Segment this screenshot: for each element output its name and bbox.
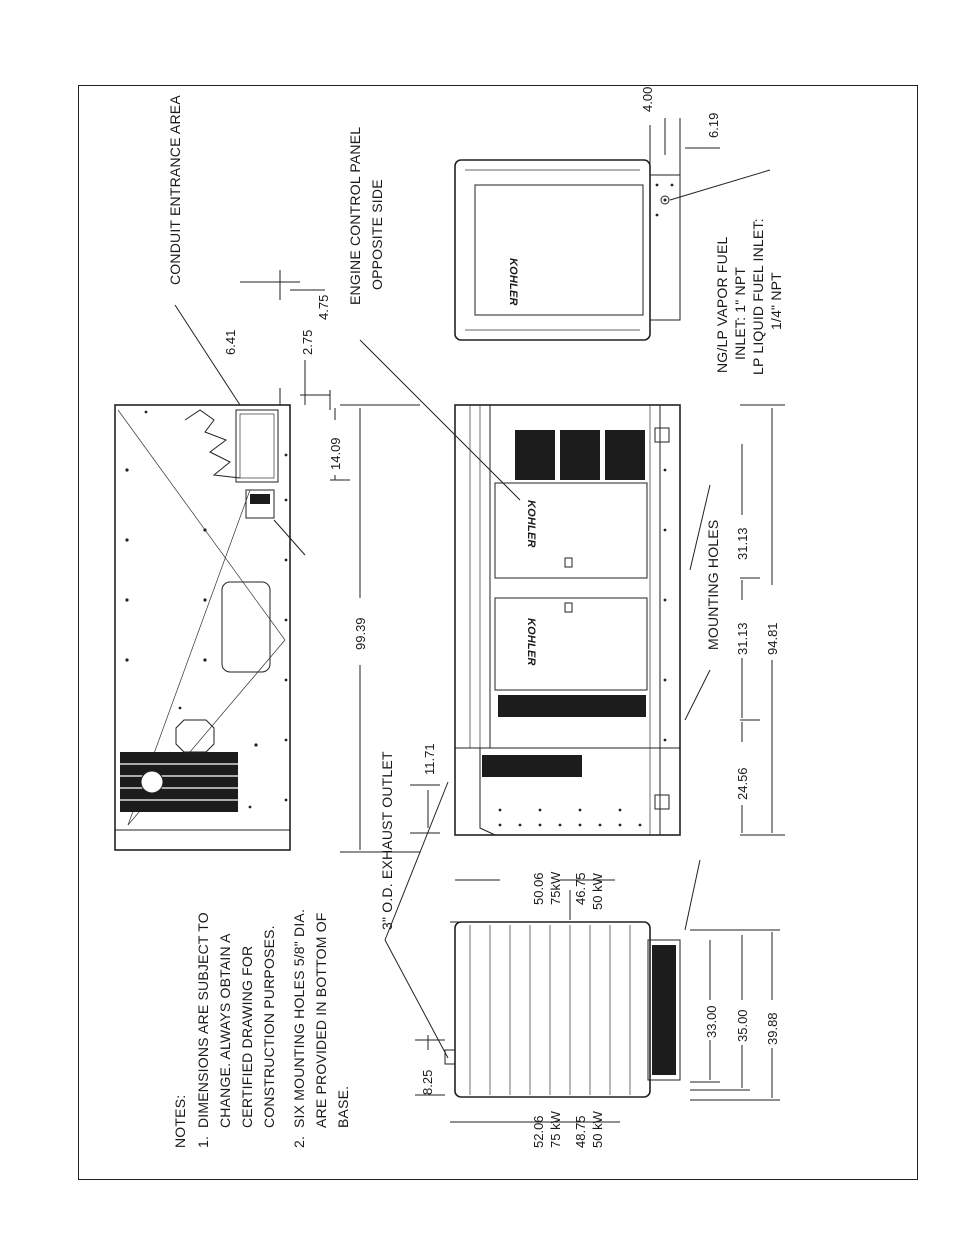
dim-50kw-side: 50 kW bbox=[590, 873, 605, 910]
dim-4-75: 4.75 bbox=[316, 294, 331, 320]
top-view bbox=[115, 405, 305, 850]
engine-panel-label-2: OPPOSITE SIDE bbox=[369, 179, 385, 290]
logo-side-2: KOHLER bbox=[525, 618, 537, 666]
fuel-label-3: LP LIQUID FUEL INLET: bbox=[750, 218, 766, 375]
dim-6-41: 6.41 bbox=[223, 329, 238, 355]
note-1-line-3: CERTIFIED DRAWING FOR bbox=[239, 945, 255, 1128]
side-view bbox=[455, 405, 680, 835]
note-1-number: 1. bbox=[195, 1135, 211, 1148]
dim-50-06: 50.06 bbox=[531, 872, 546, 905]
dim-75kw-end: 75 kW bbox=[548, 1111, 563, 1148]
logo-side-1: KOHLER bbox=[525, 500, 537, 548]
conduit-box bbox=[236, 410, 278, 482]
dim-6-19: 6.19 bbox=[706, 112, 721, 138]
dim-4-00: 4.00 bbox=[640, 86, 655, 112]
logo-end: KOHLER bbox=[507, 258, 519, 306]
end-view-bottom bbox=[445, 922, 680, 1097]
note-1-line-4: CONSTRUCTION PURPOSES. bbox=[261, 925, 277, 1128]
dim-2-75: 2.75 bbox=[300, 329, 315, 355]
dim-35-00: 35.00 bbox=[735, 1009, 750, 1042]
fuel-label-2: INLET: 1" NPT bbox=[732, 266, 748, 360]
dim-11-71: 11.71 bbox=[422, 743, 437, 775]
dim-50kw-end: 50 kW bbox=[590, 1111, 605, 1148]
note-1-line-2: CHANGE. ALWAYS OBTAIN A bbox=[217, 933, 233, 1128]
engine-panel-label-1: ENGINE CONTROL PANEL bbox=[347, 126, 363, 305]
exhaust-circle bbox=[141, 771, 163, 793]
dim-94-81: 94.81 bbox=[765, 622, 780, 655]
end-view-top bbox=[455, 160, 680, 340]
mounting-label: MOUNTING HOLES bbox=[705, 519, 721, 650]
exhaust-label: 3" O.D. EXHAUST OUTLET bbox=[379, 751, 395, 930]
note-1-line-1: DIMENSIONS ARE SUBJECT TO bbox=[195, 912, 211, 1128]
dim-52-06: 52.06 bbox=[531, 1115, 546, 1148]
note-2-line-1: SIX MOUNTING HOLES 5/8" DIA. bbox=[291, 908, 307, 1128]
conduit-label: CONDUIT ENTRANCE AREA bbox=[167, 95, 183, 285]
dim-24-56: 24.56 bbox=[735, 767, 750, 800]
dim-8-25: 8.25 bbox=[420, 1069, 435, 1095]
fuel-label-1: NG/LP VAPOR FUEL bbox=[714, 236, 730, 373]
note-2-line-3: BASE. bbox=[335, 1085, 351, 1128]
dim-99-39: 99.39 bbox=[353, 617, 368, 650]
radiator-grille bbox=[120, 752, 238, 812]
dim-33-00: 33.00 bbox=[704, 1005, 719, 1038]
fuel-label-4: 1/4" NPT bbox=[768, 272, 784, 330]
note-2-line-2: ARE PROVIDED IN BOTTOM OF bbox=[313, 912, 329, 1128]
note-2-number: 2. bbox=[291, 1135, 307, 1148]
notes-block bbox=[172, 909, 351, 1148]
dim-75kw-side: 75kW bbox=[548, 871, 563, 905]
dim-48-75: 48.75 bbox=[573, 1115, 588, 1148]
notes-heading: NOTES: bbox=[172, 1094, 188, 1148]
dim-46-75: 46.75 bbox=[573, 872, 588, 905]
access-octagon bbox=[176, 720, 214, 752]
access-panel bbox=[222, 582, 270, 672]
dim-39-88: 39.88 bbox=[765, 1012, 780, 1045]
dim-31-13-a: 31.13 bbox=[735, 622, 750, 655]
dim-31-13-b: 31.13 bbox=[735, 527, 750, 560]
dim-14-09: 14.09 bbox=[328, 437, 343, 470]
